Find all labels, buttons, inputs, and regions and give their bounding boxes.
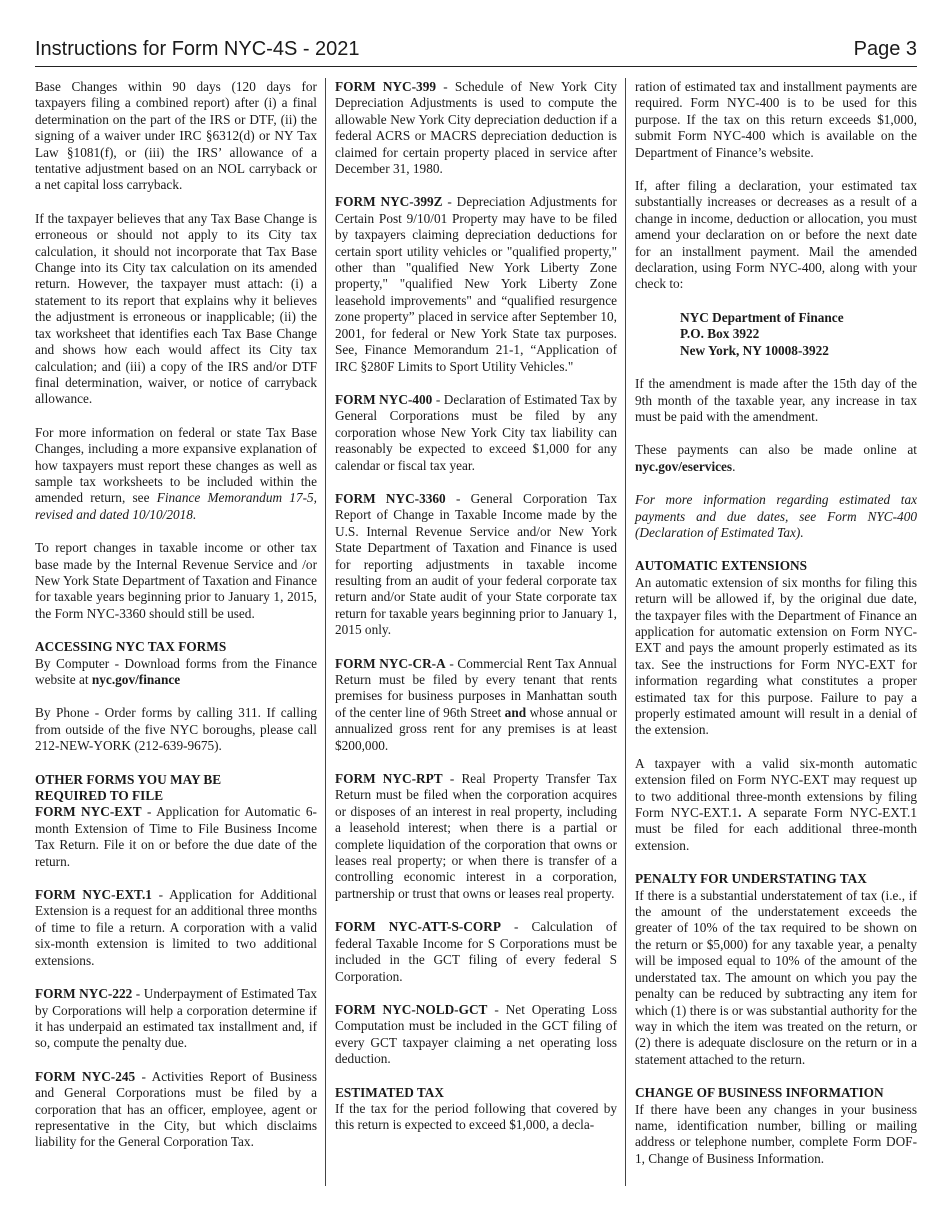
form-399z-paragraph: FORM NYC-399Z - Depreciation Adjustments for Certain Post 9/10/01 Property may have to be filed by taxpayers claiming depreciation deductions for certain sport utility vehicles or "qualified property," other than "qualified New York Liberty Zone property," "qualified New York Liberty Zone leasehold improvements" and “qualified resurgence zone property” placed in service after September 10, 2001, for federal or New York State tax purposes. See, Finance Memorandum 21-1, “Application of IRC §280F Limits to Sport Utility Vehicles." (335, 194, 617, 374)
more-info-paragraph: For more information on federal or state Tax Base Changes, including a more expansive explanation of how taxpayers must report these changes as well as sample tax worksheets to be included within the amended return, see Finance Memorandum 17-5, revised and dated 10/10/2018. (35, 424, 317, 522)
section-heading: AUTOMATIC EXTENSIONS (635, 558, 808, 574)
form-nold-gct-paragraph: FORM NYC-NOLD-GCT - Net Operating Loss Computation must be included in the GCT filing of every GCT taxpayer claiming a net operating loss deduction. (335, 1001, 617, 1067)
section-heading: OTHER FORMS YOU MAY BE (35, 771, 222, 787)
form-label: FORM NYC-400 (335, 391, 433, 407)
amendment-timing-paragraph: If the amendment is made after the 15th day of the 9th month of the taxable year, any increase in tax must be paid with the amendment. (635, 376, 917, 424)
column-2 (335, 79, 617, 1134)
page-header (35, 38, 917, 68)
section-heading: ACCESSING NYC TAX FORMS (35, 639, 227, 655)
column-1 (35, 79, 317, 1151)
penalty-section: PENALTY FOR UNDERSTATING TAX If there is a substantial understatement of tax (i.e., if the amount of the understatement exceeds the greater of 10% of the tax required to be shown on the return or $5,000) for any taxable year, a penalty will be imposed equal to 10% of the amount of the understated tax. The amount on which you pay the penalty can be reduced by subtracting any item for which (1) there is or was substantial authority for the way in which the item was treated on the return, or (2) there is adequate disclosure on the return or in a statement attached to the return. (635, 871, 917, 1067)
form-label: FORM NYC-399 (335, 79, 437, 94)
form-label: FORM NYC-245 (35, 1068, 136, 1084)
erroneous-change-paragraph: If the taxpayer believes that any Tax Base Change is erroneous or should not apply to its City tax calculation, it should not incorporate that Tax Base Change into its City tax calculation on its amended return. However, the taxpayer must attach: (i) a statement to its report that explains why it believes the adjustment is erroneous or inapplicable; (ii) the tax worksheet that identifies each Tax Base Change and shows how each would affect its City tax calculation; and (iii) a copy of the IRS and/or DTF final determination, waiver, or notice of carryback allowance. (35, 210, 317, 407)
form-400-paragraph: FORM NYC-400 - Declaration of Estimated Tax by General Corporations must be filed by any corporation whose New York City tax liability can reasonably be expected to exceed $1,000 for any calendar or fiscal tax year. (335, 391, 617, 473)
form-cr-a-paragraph: FORM NYC-CR-A - Commercial Rent Tax Annual Return must be filed by every tenant that rents premises for business purposes in Manhattan south of the center line of 96th Street and whose annual or annualized gross rent for any premises is at least $200,000. (335, 655, 617, 753)
page-number: Page 3 (853, 38, 917, 60)
amend-declaration-paragraph: If, after filing a declaration, your estimated tax substantially increases or decreases as a result of a change in income, deduction or allocation, you must amend your declaration on or before the next date for an installment payment. Mail the amended declaration, using Form NYC-400, along with your check to: (635, 178, 917, 292)
accessing-forms-section: ACCESSING NYC TAX FORMS By Computer - Download forms from the Finance website at nyc.gov/finance (35, 639, 317, 687)
section-heading: PENALTY FOR UNDERSTATING TAX (635, 871, 867, 887)
form-245-paragraph: FORM NYC-245 - Activities Report of Business and General Corporations must be filed by a corporation that has an officer, employee, agent or representative in the City, but which disclaims liability for the General Corporation Tax. (35, 1068, 318, 1150)
additional-extension-paragraph: A taxpayer with a valid six-month automatic extension filed on Form NYC-EXT may request up to two additional three-month extensions by filing Form NYC-EXT.1. A separate Form NYC-EXT.1 must be filed for each additional three-month extension. (635, 755, 917, 853)
form-label: FORM NYC-399Z (335, 194, 443, 210)
other-forms-section: OTHER FORMS YOU MAY BE REQUIRED TO FILE FORM NYC-EXT - Application for Automatic 6-month Extension of Time to File Business Income Tax Return. File it on or before the due date of the return. (35, 771, 317, 869)
form-222-paragraph: FORM NYC-222 - Underpayment of Estimated Tax by Corporations will help a corporation determine if it has underpaid an estimated tax installment and, if so, compute the penalty due. (35, 986, 318, 1051)
section-heading: ESTIMATED TAX (335, 1084, 444, 1100)
column-3 (635, 79, 917, 1167)
nyc-3360-paragraph: To report changes in taxable income or other tax base made by the Internal Revenue Service and /or New York State Department of Taxation and Finance for taxable years beginning prior to January 1, 2015, the Form NYC-3360 should still be used. (35, 540, 317, 621)
form-ext1-paragraph: FORM NYC-EXT.1 - Application for Additional Extension is a request for an additional three months of time to file a return. A corporation with a valid six-month extension is limited to two additional extensions. (35, 887, 317, 968)
section-heading-line-2: REQUIRED TO FILE (35, 788, 164, 804)
form-att-s-corp-paragraph: FORM NYC-ATT-S-CORP - Calculation of federal Taxable Income for S Corporations must be included in the GCT filing of every federal S Corporation. (335, 919, 617, 984)
memorandum-reference: Finance Memorandum 17-5, revised and dated 10/10/2018. (35, 490, 317, 522)
estimated-tax-section: ESTIMATED TAX If the tax for the period following that covered by this return is expected to exceed $1,000, a decla- (335, 1084, 617, 1133)
tax-base-change-deadline-paragraph: Base Changes within 90 days (120 days for taxpayers filing a combined report) after (i) a final determination on the part of the IRS or DTF, (ii) the signing of a waiver under IRC §6312(d) or NY Tax Law §1081(f), or (iii) the IRS’ allowance of a tentative adjustment based on an NOL carryback or a net capital loss carryback. (35, 79, 317, 193)
online-payment-paragraph: These payments can also be made online at nyc.gov/eservices. (635, 442, 917, 474)
column-divider-2 (625, 78, 626, 1186)
form-label: FORM NYC-CR-A (335, 655, 446, 671)
estimated-tax-note: For more information regarding estimated tax payments and due dates, see Form NYC-400 (Declaration of Estimated Tax). (635, 492, 917, 540)
declaration-paragraph: ration of estimated tax and installment payments are required. Form NYC-400 is to be used for this purpose. If the tax on this return exceeds $1,000, submit Form NYC-400 which is available on the Department of Finance’s website. (635, 79, 917, 160)
eservices-link[interactable]: nyc.gov/eservices (635, 458, 733, 474)
mailing-address: NYC Department of Finance P.O. Box 3922 New York, NY 10008-3922 (680, 309, 844, 358)
automatic-extensions-section: AUTOMATIC EXTENSIONS An automatic extension of six months for filing this return will be allowed if, by the original due date, the taxpayer files with the Department of Finance an application for automatic extension on Form NYC-EXT and pays the amount properly estimated as its tax. See the instructions for Form NYC-EXT for information regarding what constitutes a proper estimated tax for this purpose. Failure to pay a properly estimated amount will result in a denial of the extension. (635, 558, 917, 738)
form-399-paragraph: FORM NYC-399 - Schedule of New York City Depreciation Adjustments is used to compute the allowable New York City depreciation deduction if a federal ACRS or MACRS depreciation deduction is claimed for certain property placed in service after December 31, 1980. (335, 79, 617, 177)
phone-order-paragraph: By Phone - Order forms by calling 311. If calling from outside of the five NYC boroughs, please call 212-NEW-YORK (212-639-9675). (35, 705, 317, 754)
form-label: FORM NYC-222 (35, 986, 133, 1002)
form-rpt-paragraph: FORM NYC-RPT - Real Property Transfer Tax Return must be filed when the corporation acquires or disposes of an interest in real property, including a leasehold interest; when there is a partial or complete liquidation of the corporation that owns or leases real property; or when there is transfer of a controlling economic interest in a corporation, partnership or trust that owns or leases real property. (335, 771, 617, 901)
form-label: FORM NYC-3360 (335, 490, 446, 506)
form-label: FORM NYC-EXT.1 (35, 887, 152, 903)
form-label: FORM NYC-EXT (35, 804, 142, 820)
form-label: FORM NYC-ATT-S-CORP (335, 919, 501, 935)
section-heading: CHANGE OF BUSINESS INFORMATION (635, 1085, 884, 1101)
change-business-info-section: CHANGE OF BUSINESS INFORMATION If there have been any changes in your business name, identification number, billing or mailing address or telephone number, complete Form DOF-1, Change of Business Information. (635, 1085, 917, 1166)
form-3360-paragraph: FORM NYC-3360 - General Corporation Tax Report of Change in Taxable Income made by the U.S. Internal Revenue Service and/or New York State Department of Taxation and Finance is used for reporting adjustments in taxable income resulting from an audit of your federal corporate tax return and/or State audit of your State corporate tax return for taxable years beginning prior to January 1, 2015 only. (335, 490, 617, 638)
document-title: Instructions for Form NYC-4S - 2021 (35, 38, 360, 60)
finance-website-link[interactable]: nyc.gov/finance (91, 672, 181, 687)
column-divider-1 (325, 78, 326, 1186)
form-label: FORM NYC-NOLD-GCT (335, 1001, 488, 1017)
form-label: FORM NYC-RPT (335, 771, 443, 787)
header-divider (35, 66, 917, 67)
